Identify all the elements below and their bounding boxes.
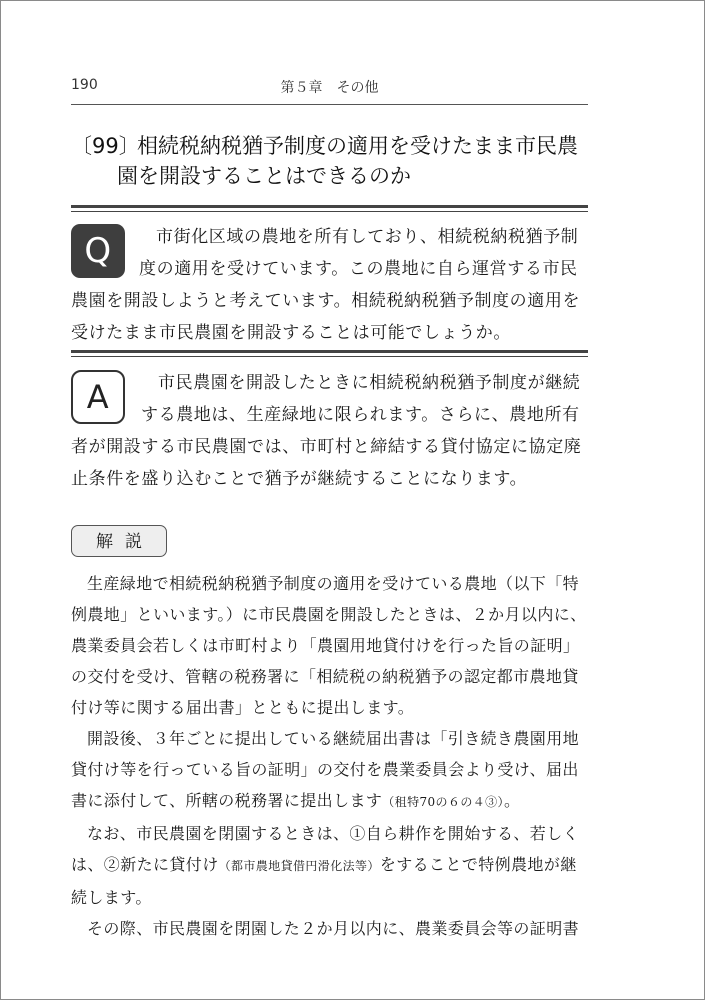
paragraph-2 xyxy=(71,723,588,818)
statute-note: （租特70の６の４③） xyxy=(382,795,504,809)
paragraph-3-main: なお、市民農園を閉園するときは、①自ら耕作を開始する、若しくは、②新たに貸付け xyxy=(71,824,580,874)
answer-block xyxy=(71,367,588,495)
question-title-text1: 相続税納税猶予制度の適用を受けたまま市民農 xyxy=(137,134,578,158)
page-number: 190 xyxy=(71,77,98,93)
question-number: 〔99〕 xyxy=(71,134,140,158)
kaisetsu-label: 解説 xyxy=(71,525,167,557)
paragraph-2-end: 。 xyxy=(503,791,521,810)
question-title xyxy=(71,131,591,191)
question-block xyxy=(71,221,588,349)
paragraph-4: その際、市民農園を閉園した２か月以内に、農業委員会等の証明書 xyxy=(87,919,580,938)
question-text: 市街化区域の農地を所有しており、相続税納税猶予制度の適用を受けています。この農地に自ら運営する市民農園を開設しようと考えています。相続税納税猶予制度の適用を受けたまま市民農園を開設することは可能でしょうか。 xyxy=(71,227,581,343)
answer-text: 市民農園を開設したときに相続税納税猶予制度が継続する農地は、生産緑地に限られます。さらに、農地所有者が開設する市民農園では、市町村と締結する貸付協定に協定廃止条件を盛り込むことで猶予が継続することになります。 xyxy=(71,373,582,489)
answer-divider xyxy=(71,350,588,357)
header-divider xyxy=(71,104,588,105)
paragraph-2-main: 開設後、３年ごとに提出している継続届出書は「引き続き農園用地貸付け等を行っている旨の証明」の交付を農業委員会より受け、届出書に添付して、所轄の税務署に提出します xyxy=(71,729,580,810)
question-title-line2: 園を開設することはできるのか xyxy=(117,164,411,188)
law-note: （都市農地貸借円滑化法等） xyxy=(218,859,380,873)
question-title-line1 xyxy=(71,131,591,161)
chapter-title: 第５章 その他 xyxy=(280,80,379,96)
page-header xyxy=(71,77,588,99)
paragraph-3-end: をすることで特例農地が継続します。 xyxy=(71,855,577,907)
paragraph-3 xyxy=(71,818,588,913)
paragraph-1: 生産緑地で相続税納税猶予制度の適用を受けている農地（以下「特例農地」といいます。）に市民農園を開設したときは、２か月以内に、農業委員会若しくは市町村より「農園用地貸付けを行った旨の証明」の交付を受け、管轄の税務署に「相続税の納税猶予の認定都市農地貸付け等に関する届出書」とともに提出します。 xyxy=(71,574,587,717)
explanation-body xyxy=(71,568,588,944)
question-divider xyxy=(71,205,588,212)
a-badge-icon: A xyxy=(71,370,125,424)
q-badge-icon: Q xyxy=(71,224,125,278)
